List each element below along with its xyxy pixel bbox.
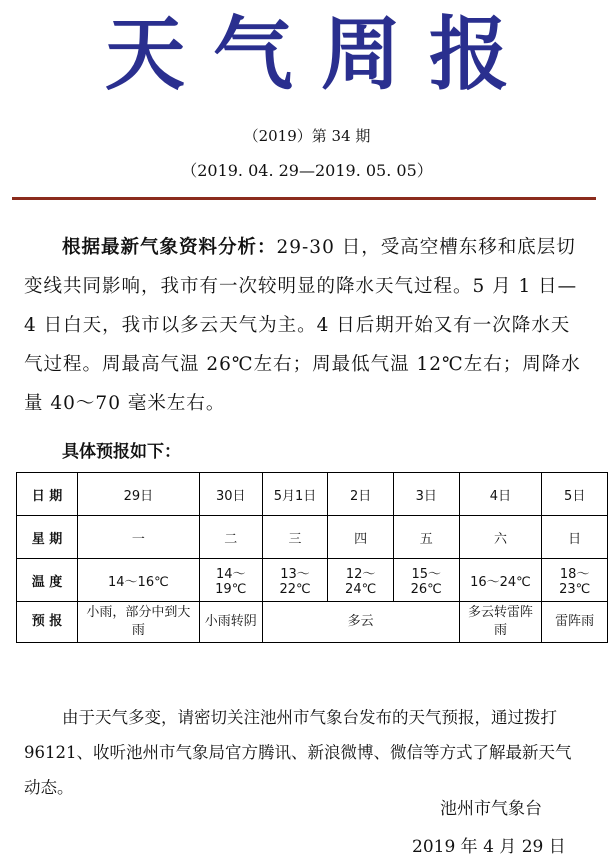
date-cell: 5日 [542,473,608,516]
forecast-heading: 具体预报如下： [62,442,181,462]
date-cell: 4日 [459,473,542,516]
analysis-paragraph [24,228,584,423]
notice-text: 由于天气多变，请密切关注池州市气象台发布的天气预报，通过拨打96121、收听池州市气象局官方腾讯、新浪微博、微信等方式了解最新天气动态。 [24,708,572,797]
date-cell: 5月1日 [262,473,328,516]
weekday-cell: 六 [459,516,542,559]
weekday-cell: 二 [199,516,262,559]
date-row [17,473,608,516]
weather-cell: 多云转雷阵雨 [459,602,542,643]
temperature-cell: 16～24℃ [459,559,542,602]
weekday-row [17,516,608,559]
temperature-row [17,559,608,602]
weather-cell: 雷阵雨 [542,602,608,643]
temperature-cell: 14～16℃ [78,559,200,602]
issue-number: （2019）第 34 期 [243,127,371,145]
temperature-cell: 15～26℃ [393,559,459,602]
issue-date: 2019 年 4 月 29 日 [412,837,566,857]
weather-cell: 小雨，部分中到大雨 [78,602,200,643]
date-range: （2019. 04. 29—2019. 05. 05） [181,161,433,180]
row-label-temperature: 温 度 [17,559,78,602]
weekday-cell: 五 [393,516,459,559]
weather-cell: 小雨转阴 [199,602,262,643]
issuer-signature: 池州市气象台 [440,799,542,819]
row-label-weekday: 星 期 [17,516,78,559]
notice-paragraph [24,700,584,805]
weather-row [17,602,608,643]
header-divider [12,197,596,200]
weather-cell: 多云 [262,602,459,643]
date-cell: 30日 [199,473,262,516]
temperature-cell: 13～22℃ [262,559,328,602]
date-cell: 2日 [328,473,394,516]
date-cell: 3日 [393,473,459,516]
weekday-cell: 一 [78,516,200,559]
analysis-lead: 根据最新气象资料分析： [62,237,277,258]
forecast-table [16,472,608,643]
row-label-weather: 预 报 [17,602,78,643]
temperature-cell: 18～23℃ [542,559,608,602]
weekday-cell: 四 [328,516,394,559]
row-label-date: 日 期 [17,473,78,516]
bulletin-title: 天气周报 [105,7,537,101]
weekday-cell: 日 [542,516,608,559]
analysis-body: 29-30 日，受高空槽东移和底层切变线共同影响，我市有一次较明显的降水天气过程。5 月 1 日—4 日白天，我市以多云天气为主。4 日后期开始又有一次降水天气过程。周最高气温 26℃左右；周最低气温 12℃左右；周降水量 40～70 毫米左右。 [24,237,581,414]
temperature-cell: 12～24℃ [328,559,394,602]
date-cell: 29日 [78,473,200,516]
temperature-cell: 14～19℃ [199,559,262,602]
weekday-cell: 三 [262,516,328,559]
